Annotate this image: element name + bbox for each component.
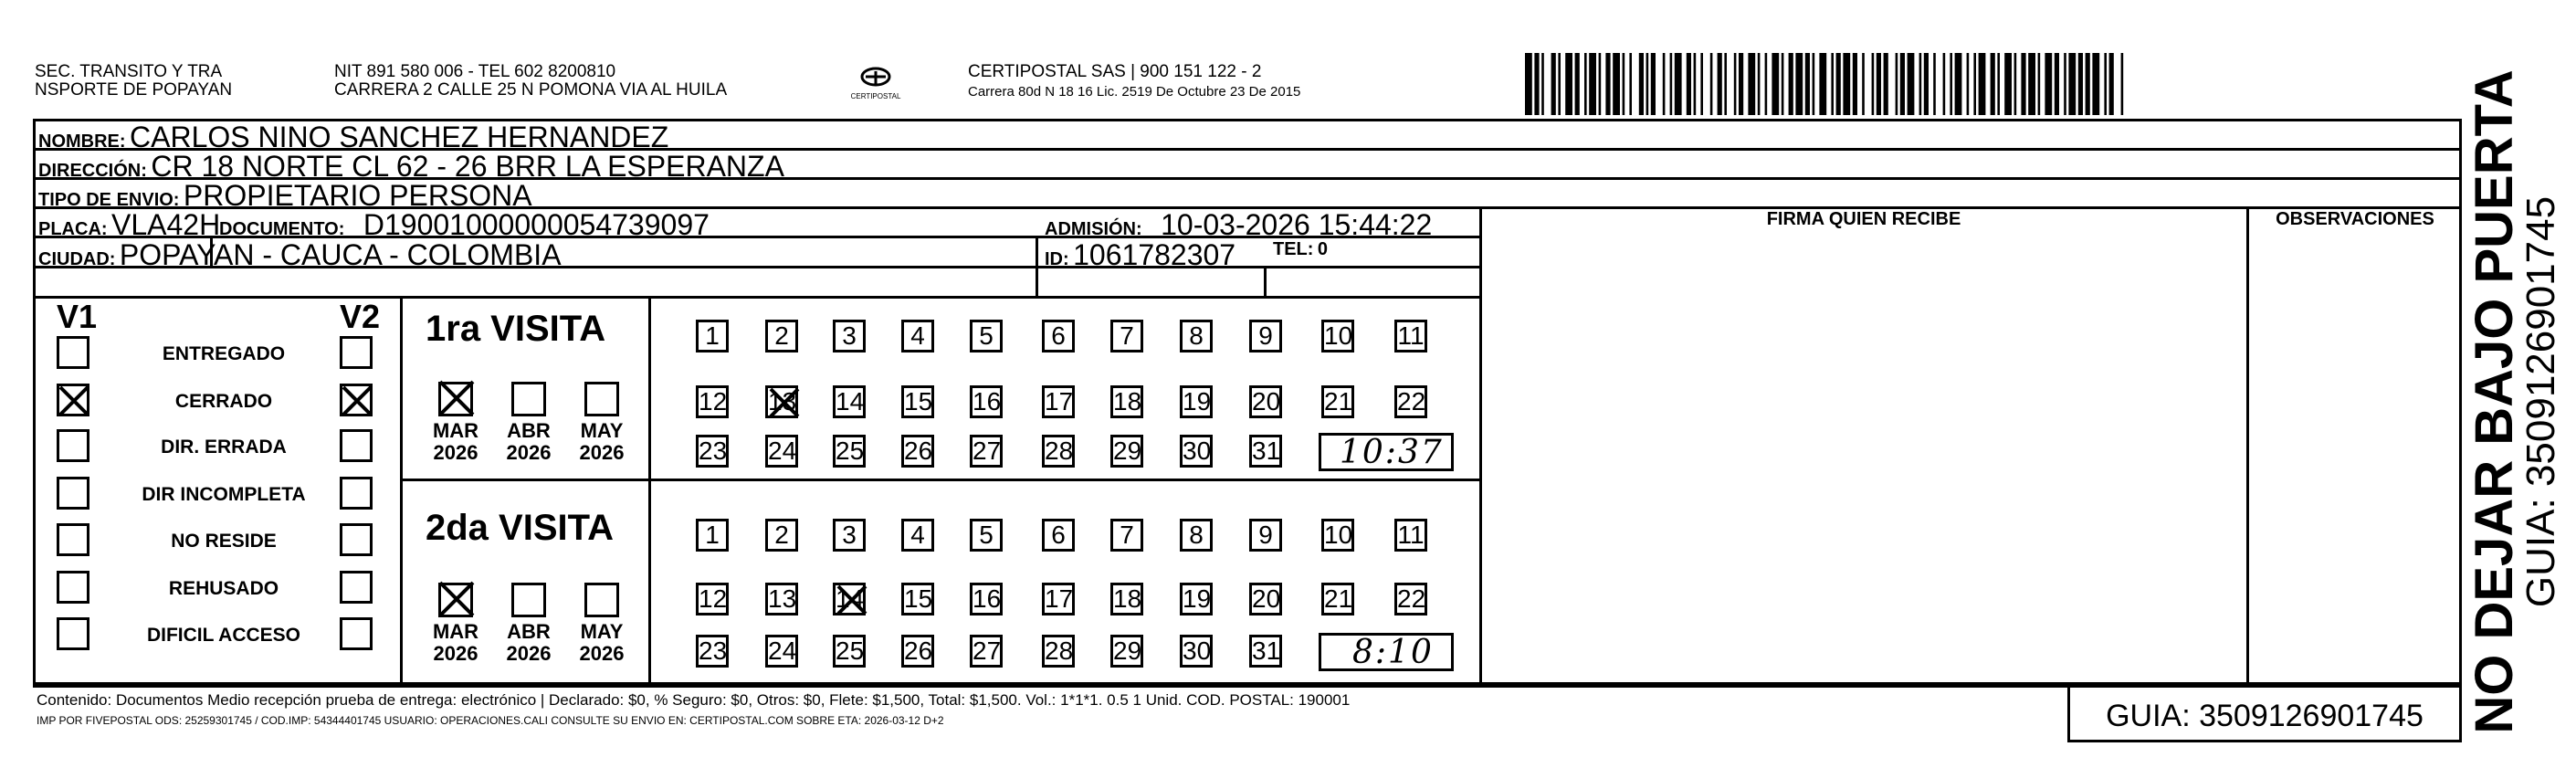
first-visit-day-18[interactable]: 18	[1110, 385, 1143, 418]
first-visit-day-28[interactable]: 28	[1042, 435, 1075, 468]
do-not-leave-warning: NO DEJAR BAJO PUERTA	[2465, 69, 2524, 734]
first-visit-day-25[interactable]: 25	[833, 435, 866, 468]
admision-label: ADMISIÓN:	[1045, 219, 1142, 239]
second-visit-day-15[interactable]: 15	[901, 583, 934, 615]
first-visit-day-15[interactable]: 15	[901, 385, 934, 418]
second-visit-day-7[interactable]: 7	[1110, 519, 1143, 552]
first-visit-day-1[interactable]: 1	[696, 320, 729, 352]
first-visit-day-16[interactable]: 16	[970, 385, 1003, 418]
month-year: 2026	[506, 441, 552, 464]
second-visit-day-6[interactable]: 6	[1042, 519, 1075, 552]
guia-footer: GUIA: 3509126901745	[2106, 699, 2424, 733]
second-visit-day-19[interactable]: 19	[1180, 583, 1213, 615]
v1-checkbox[interactable]	[57, 571, 89, 604]
first-visit-day-13[interactable]: 13	[765, 385, 798, 418]
month-name: MAY	[580, 419, 624, 442]
logo-icon	[844, 58, 908, 104]
imp-text: IMP POR FIVEPOSTAL ODS: 25259301745 / COD.IMP: 54344401745 USUARIO: OPERACIONES.CALI CONSULTE SU ENVIO EN: CERTIPOSTAL.COM SOBRE ETA: 2026-03-12 D+2	[37, 714, 944, 727]
tel-value: 0	[1317, 239, 1329, 259]
second-visit-day-4[interactable]: 4	[901, 519, 934, 552]
barcode	[1525, 53, 2283, 117]
month-year: 2026	[433, 642, 478, 665]
month-name: MAY	[580, 620, 624, 643]
first-visit-day-26[interactable]: 26	[901, 435, 934, 468]
first-visit-day-29[interactable]: 29	[1110, 435, 1143, 468]
v2-checkbox[interactable]	[340, 477, 373, 510]
documento-label: DOCUMENTO:	[219, 219, 345, 239]
side-panel	[2465, 69, 2566, 734]
first-visit-day-11[interactable]: 11	[1394, 320, 1427, 352]
reason-label: DIR. ERRADA	[161, 437, 287, 458]
tipo-envio-value: PROPIETARIO PERSONA	[183, 179, 532, 212]
month-checkbox[interactable]	[511, 583, 546, 617]
company-info: CERTIPOSTAL SAS | 900 151 122 - 2	[968, 62, 1262, 81]
second-visit-title: 2da VISITA	[426, 508, 614, 548]
second-visit-day-16[interactable]: 16	[970, 583, 1003, 615]
admision-value: 10-03-2026 15:44:22	[1161, 208, 1433, 241]
month-year: 2026	[506, 642, 552, 665]
v2-checkbox[interactable]	[340, 523, 373, 556]
agency-name-line1: SEC. TRANSITO Y TRA	[35, 62, 223, 81]
second-visit-day-26[interactable]: 26	[901, 635, 934, 668]
first-visit-day-3[interactable]: 3	[833, 320, 866, 352]
first-visit-day-2[interactable]: 2	[765, 320, 798, 352]
second-visit-day-28[interactable]: 28	[1042, 635, 1075, 668]
second-visit-day-3[interactable]: 3	[833, 519, 866, 552]
second-visit-day-20[interactable]: 20	[1249, 583, 1282, 615]
direccion-value: CR 18 NORTE CL 62 - 26 BRR LA ESPERANZA	[151, 150, 784, 183]
first-visit-day-27[interactable]: 27	[970, 435, 1003, 468]
v1-checkbox[interactable]	[57, 477, 89, 510]
month-checkbox[interactable]	[584, 583, 619, 617]
agency-name-line2: NSPORTE DE POPAYAN	[35, 80, 233, 100]
nombre-value: CARLOS NINO SANCHEZ HERNANDEZ	[130, 121, 669, 153]
first-visit-day-8[interactable]: 8	[1180, 320, 1213, 352]
second-visit-time: 8:10	[1352, 634, 1434, 671]
v2-check-mark	[342, 385, 373, 416]
observaciones-header: OBSERVACIONES	[2276, 209, 2434, 229]
certipostal-logo	[844, 58, 908, 104]
first-visit-day-7[interactable]: 7	[1110, 320, 1143, 352]
month-check-mark	[438, 380, 475, 416]
second-visit-day-30[interactable]: 30	[1180, 635, 1213, 668]
placa-value: VLA42H	[111, 208, 221, 241]
first-visit-time: 10:37	[1340, 434, 1444, 471]
month-checkbox[interactable]	[584, 382, 619, 416]
contenido-text: Contenido: Documentos Medio recepción prueba de entrega: electrónico | Declarado: $0, % Seguro: $0, Otros: $0, Flete: $1,500, Total: $1,500. Vol.: 1*1*1. 0.5 1 Unid. COD. POSTAL: 190001	[37, 691, 1351, 709]
second-visit-day-check-mark	[836, 584, 867, 615]
first-visit-day-21[interactable]: 21	[1321, 385, 1354, 418]
first-visit-day-14[interactable]: 14	[833, 385, 866, 418]
first-visit-day-10[interactable]: 10	[1321, 320, 1354, 352]
guia-box	[2067, 685, 2462, 742]
v2-checkbox[interactable]	[340, 617, 373, 650]
v2-checkbox[interactable]	[340, 571, 373, 604]
first-visit-title: 1ra VISITA	[426, 309, 606, 349]
ciudad-value: POPAYAN - CAUCA - COLOMBIA	[119, 238, 562, 271]
reason-label: DIFICIL ACCESO	[146, 625, 300, 646]
month-check-mark	[438, 581, 475, 617]
id-label: ID:	[1045, 249, 1069, 269]
v1-checkbox[interactable]	[57, 336, 89, 369]
second-visit-day-17[interactable]: 17	[1042, 583, 1075, 615]
second-visit-day-2[interactable]: 2	[765, 519, 798, 552]
second-visit-time-box[interactable]	[1319, 633, 1454, 671]
month-year: 2026	[579, 441, 625, 464]
second-visit-day-29[interactable]: 29	[1110, 635, 1143, 668]
guia-side: GUIA: 3509126901745	[2518, 195, 2563, 608]
first-visit-day-check-mark	[769, 387, 800, 418]
first-visit-day-23[interactable]: 23	[696, 435, 729, 468]
svg-text:CERTIPOSTAL: CERTIPOSTAL	[850, 92, 901, 100]
v1-checkbox[interactable]	[57, 429, 89, 462]
month-year: 2026	[433, 441, 478, 464]
second-visit-day-22[interactable]: 22	[1394, 583, 1427, 615]
month-name: ABR	[507, 419, 551, 442]
company-license: Carrera 80d N 18 16 Lic. 2519 De Octubre 23 De 2015	[968, 84, 1301, 100]
first-visit-day-31[interactable]: 31	[1249, 435, 1282, 468]
second-visit-day-10[interactable]: 10	[1321, 519, 1354, 552]
documento-value: D19001000000054739097	[363, 208, 710, 241]
reason-label: NO RESIDE	[171, 531, 277, 552]
first-visit-day-30[interactable]: 30	[1180, 435, 1213, 468]
reason-label: ENTREGADO	[162, 343, 286, 364]
nombre-label: NOMBRE:	[38, 132, 126, 152]
v1-check-mark	[58, 385, 89, 416]
second-visit-day-14[interactable]: 14	[833, 583, 866, 615]
v1-header: V1	[57, 298, 98, 335]
v2-header: V2	[340, 298, 381, 335]
agency-address: CARRERA 2 CALLE 25 N POMONA VIA AL HUILA	[334, 80, 728, 100]
direccion-label: DIRECCIÓN:	[38, 161, 147, 181]
first-visit-day-5[interactable]: 5	[970, 320, 1003, 352]
id-value: 1061782307	[1073, 238, 1236, 271]
tipo-envio-label: TIPO DE ENVIO:	[38, 190, 180, 210]
second-visit-day-9[interactable]: 9	[1249, 519, 1282, 552]
second-visit-day-21[interactable]: 21	[1321, 583, 1354, 615]
second-visit-day-8[interactable]: 8	[1180, 519, 1213, 552]
reason-label: CERRADO	[174, 391, 273, 412]
second-visit-day-1[interactable]: 1	[696, 519, 729, 552]
v2-checkbox[interactable]	[340, 336, 373, 369]
second-visit-day-13[interactable]: 13	[765, 583, 798, 615]
first-visit-day-17[interactable]: 17	[1042, 385, 1075, 418]
v1-checkbox[interactable]	[57, 523, 89, 556]
second-visit-day-18[interactable]: 18	[1110, 583, 1143, 615]
first-visit-day-6[interactable]: 6	[1042, 320, 1075, 352]
second-visit-day-27[interactable]: 27	[970, 635, 1003, 668]
tel-label: TEL:	[1273, 239, 1314, 259]
first-visit-day-19[interactable]: 19	[1180, 385, 1213, 418]
second-visit-day-12[interactable]: 12	[696, 583, 729, 615]
first-visit-time-box[interactable]	[1319, 433, 1454, 471]
second-visit-day-5[interactable]: 5	[970, 519, 1003, 552]
first-visit-day-22[interactable]: 22	[1394, 385, 1427, 418]
month-year: 2026	[579, 642, 625, 665]
placa-label: PLACA:	[38, 219, 108, 239]
first-visit-day-20[interactable]: 20	[1249, 385, 1282, 418]
nit-phone: NIT 891 580 006 - TEL 602 8200810	[334, 62, 616, 81]
second-visit-day-31[interactable]: 31	[1249, 635, 1282, 668]
month-name: MAR	[432, 620, 479, 643]
month-name: ABR	[507, 620, 551, 643]
firma-header: FIRMA QUIEN RECIBE	[1766, 209, 1961, 229]
ciudad-label: CIUDAD:	[38, 249, 116, 269]
month-checkbox[interactable]	[511, 382, 546, 416]
second-visit-day-23[interactable]: 23	[696, 635, 729, 668]
v1-checkbox[interactable]	[57, 617, 89, 650]
reason-label: REHUSADO	[168, 578, 279, 599]
second-visit-day-24[interactable]: 24	[765, 635, 798, 668]
reason-label: DIR INCOMPLETA	[142, 484, 306, 505]
v2-checkbox[interactable]	[340, 429, 373, 462]
first-visit-day-12[interactable]: 12	[696, 385, 729, 418]
first-visit-day-24[interactable]: 24	[765, 435, 798, 468]
second-visit-day-11[interactable]: 11	[1394, 519, 1427, 552]
first-visit-day-9[interactable]: 9	[1249, 320, 1282, 352]
month-name: MAR	[432, 419, 479, 442]
second-visit-day-25[interactable]: 25	[833, 635, 866, 668]
first-visit-day-4[interactable]: 4	[901, 320, 934, 352]
